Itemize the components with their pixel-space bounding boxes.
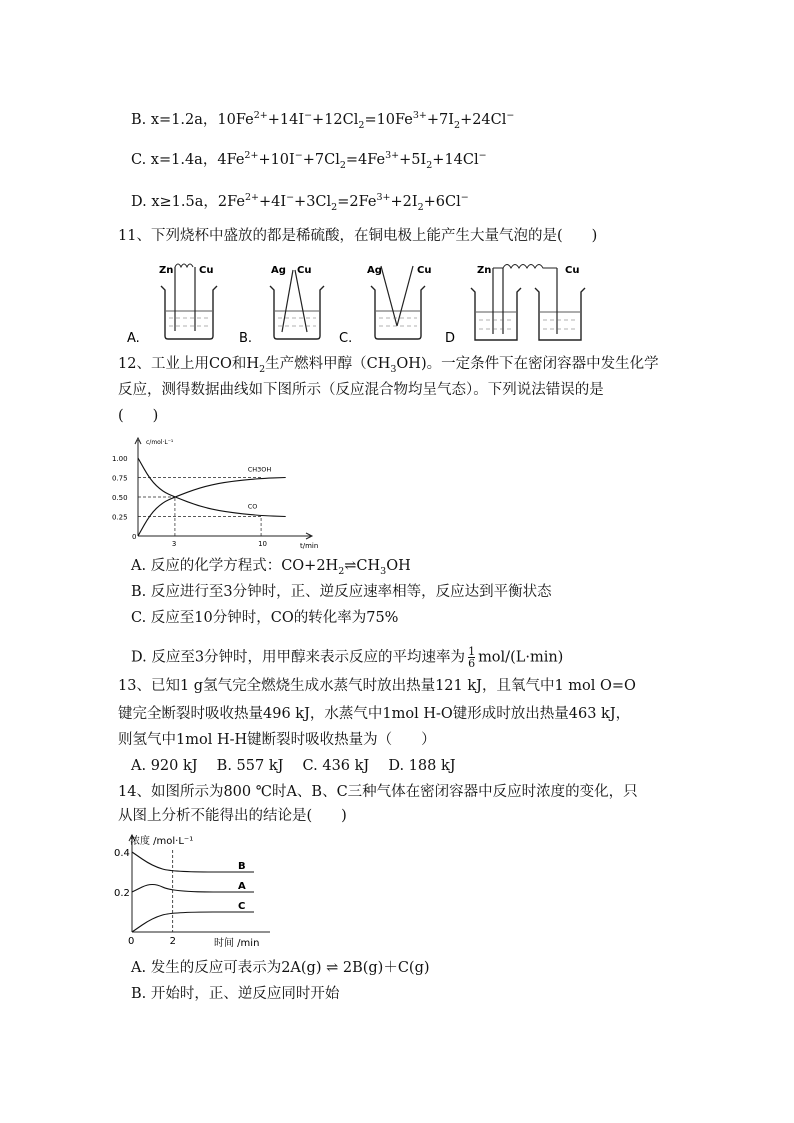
y-tick-label: 0.75 <box>112 474 128 483</box>
electrode-cu <box>397 266 413 326</box>
y-tick-label: 1.00 <box>112 455 128 463</box>
electrode-label-ag: Ag <box>367 265 382 276</box>
q10-option-d: D. x≥1.5a，$2Fe^{2+}+4I^-+3Cl_2=2Fe^{3+}+2I_2+6Cl^-$ <box>131 192 469 213</box>
series-label: A <box>238 881 246 892</box>
fraction-one-sixth: $\frac{1}{6}$ <box>468 645 476 670</box>
q10-option-b: B. x=1.2a，$10Fe^{2+}+14I^-+12Cl_2=10Fe^{3+}+7I_2+24Cl^-$ <box>131 110 515 131</box>
x-tick-label: 2 <box>169 936 177 947</box>
electrode-label-cu: Cu <box>199 265 214 276</box>
electrode-label-cu: Cu <box>565 265 580 276</box>
beaker-outline-left <box>471 288 521 340</box>
series-line <box>132 912 254 932</box>
q12-option-a: A. 反应的化学方程式：$CO+2H_2\rightleftharpoons CH_3OH$ <box>131 558 411 577</box>
beaker-outline <box>371 286 425 339</box>
electrode-label-zn: Zn <box>159 265 174 276</box>
q13-line1: 13、已知1 g氢气完全燃烧生成水蒸气时放出热量121 kJ，且氧气中1 mol O=O <box>118 678 636 694</box>
x-axis-label: 时间 /min <box>214 938 260 949</box>
figure-letter-d: D <box>445 331 456 346</box>
beaker-outline <box>161 286 217 339</box>
y-tick-label: 0 <box>128 936 135 947</box>
series-label: CH3OH <box>247 465 272 474</box>
q11-beaker-figures <box>125 256 595 348</box>
figure-letter-b: B. <box>239 331 253 346</box>
y-tick-label: 0.4 <box>114 848 130 859</box>
y-tick-label: 0.2 <box>114 888 130 899</box>
y-tick-label: 0.25 <box>112 513 128 522</box>
q14-line2: 从图上分析不能得出的结论是( ) <box>118 808 347 824</box>
q13-line2: 键完全断裂时吸收热量496 kJ，水蒸气中1mol H-O键形成时放出热量463 kJ， <box>118 706 631 722</box>
q11-stem: 11、下列烧杯中盛放的都是稀硫酸，在铜电极上能产生大量气泡的是( ) <box>118 228 598 244</box>
y-axis-label: c/mol·L⁻¹ <box>146 439 174 446</box>
beaker-outline-right <box>535 288 585 340</box>
electrode-label-cu: Cu <box>417 265 432 276</box>
beaker-d <box>445 265 585 347</box>
q12-stem-line1: 12、工业上用CO和$H_2$生产燃料甲醇$(CH_3OH)$。一定条件下在密闭容器中发生化学 <box>118 356 659 375</box>
electrode-cu <box>295 270 307 332</box>
x-axis-label: t/min <box>300 542 319 550</box>
q13-options: A. 920 kJ B. 557 kJ C. 436 kJ D. 188 kJ <box>131 758 456 774</box>
wire-coil <box>493 265 557 269</box>
q12-stem-line3: ( ) <box>118 408 159 424</box>
series-line <box>132 852 254 872</box>
beaker-c <box>339 265 431 346</box>
figure-letter-c: C. <box>339 331 353 346</box>
electrode-ag <box>282 270 293 332</box>
beaker-outline <box>270 286 324 339</box>
q10-option-c: C. x=1.4a，$4Fe^{2+}+10I^-+7Cl_2=4Fe^{3+}+5I_2+14Cl^-$ <box>131 150 487 171</box>
q12-option-c: C. 反应至10分钟时，CO的转化率为75% <box>131 610 399 626</box>
figure-letter-a: A. <box>127 331 140 346</box>
series-label: C <box>238 901 246 912</box>
q13-line3: 则氢气中1mol H-H键断裂时吸收热量为（ ） <box>118 732 436 748</box>
q12-concentration-chart <box>110 434 320 550</box>
electrode-label-ag: Ag <box>271 265 286 276</box>
electrode-label-zn: Zn <box>477 265 492 276</box>
x-tick-label: 10 <box>258 540 267 548</box>
x-tick-label: 3 <box>171 540 177 548</box>
q12-option-b: B. 反应进行至3分钟时，正、逆反应速率相等，反应达到平衡状态 <box>131 584 552 600</box>
q14-concentration-chart <box>112 830 282 954</box>
q14-option-b: B. 开始时，正、逆反应同时开始 <box>131 986 340 1002</box>
beaker-a <box>127 264 217 346</box>
electrode-ag <box>381 266 397 326</box>
series-line <box>138 478 286 537</box>
q12-option-d: D. 反应至3分钟时，用甲醇来表示反应的平均速率为 $\frac{1}{6}$ mol/(L·min) <box>131 645 564 670</box>
q12-stem-line2: 反应，测得数据曲线如下图所示（反应混合物均呈气态）。下列说法错误的是 <box>118 382 604 398</box>
y-axis-label: 浓度 /mol·L⁻¹ <box>130 836 194 847</box>
series-label: CO <box>247 502 258 511</box>
q14-option-a: A. 发生的反应可表示为2A(g) ⇌ 2B(g)＋C(g) <box>131 960 430 976</box>
y-tick-label: 0 <box>132 533 137 541</box>
electrode-label-cu: Cu <box>297 265 312 276</box>
beaker-b <box>239 265 324 346</box>
y-tick-label: 0.50 <box>112 494 128 502</box>
wire-coil <box>175 264 193 267</box>
series-line <box>132 885 254 893</box>
series-label: B <box>238 861 246 872</box>
q14-line1: 14、如图所示为800 ℃时A、B、C三种气体在密闭容器中反应时浓度的变化，只 <box>118 784 638 800</box>
